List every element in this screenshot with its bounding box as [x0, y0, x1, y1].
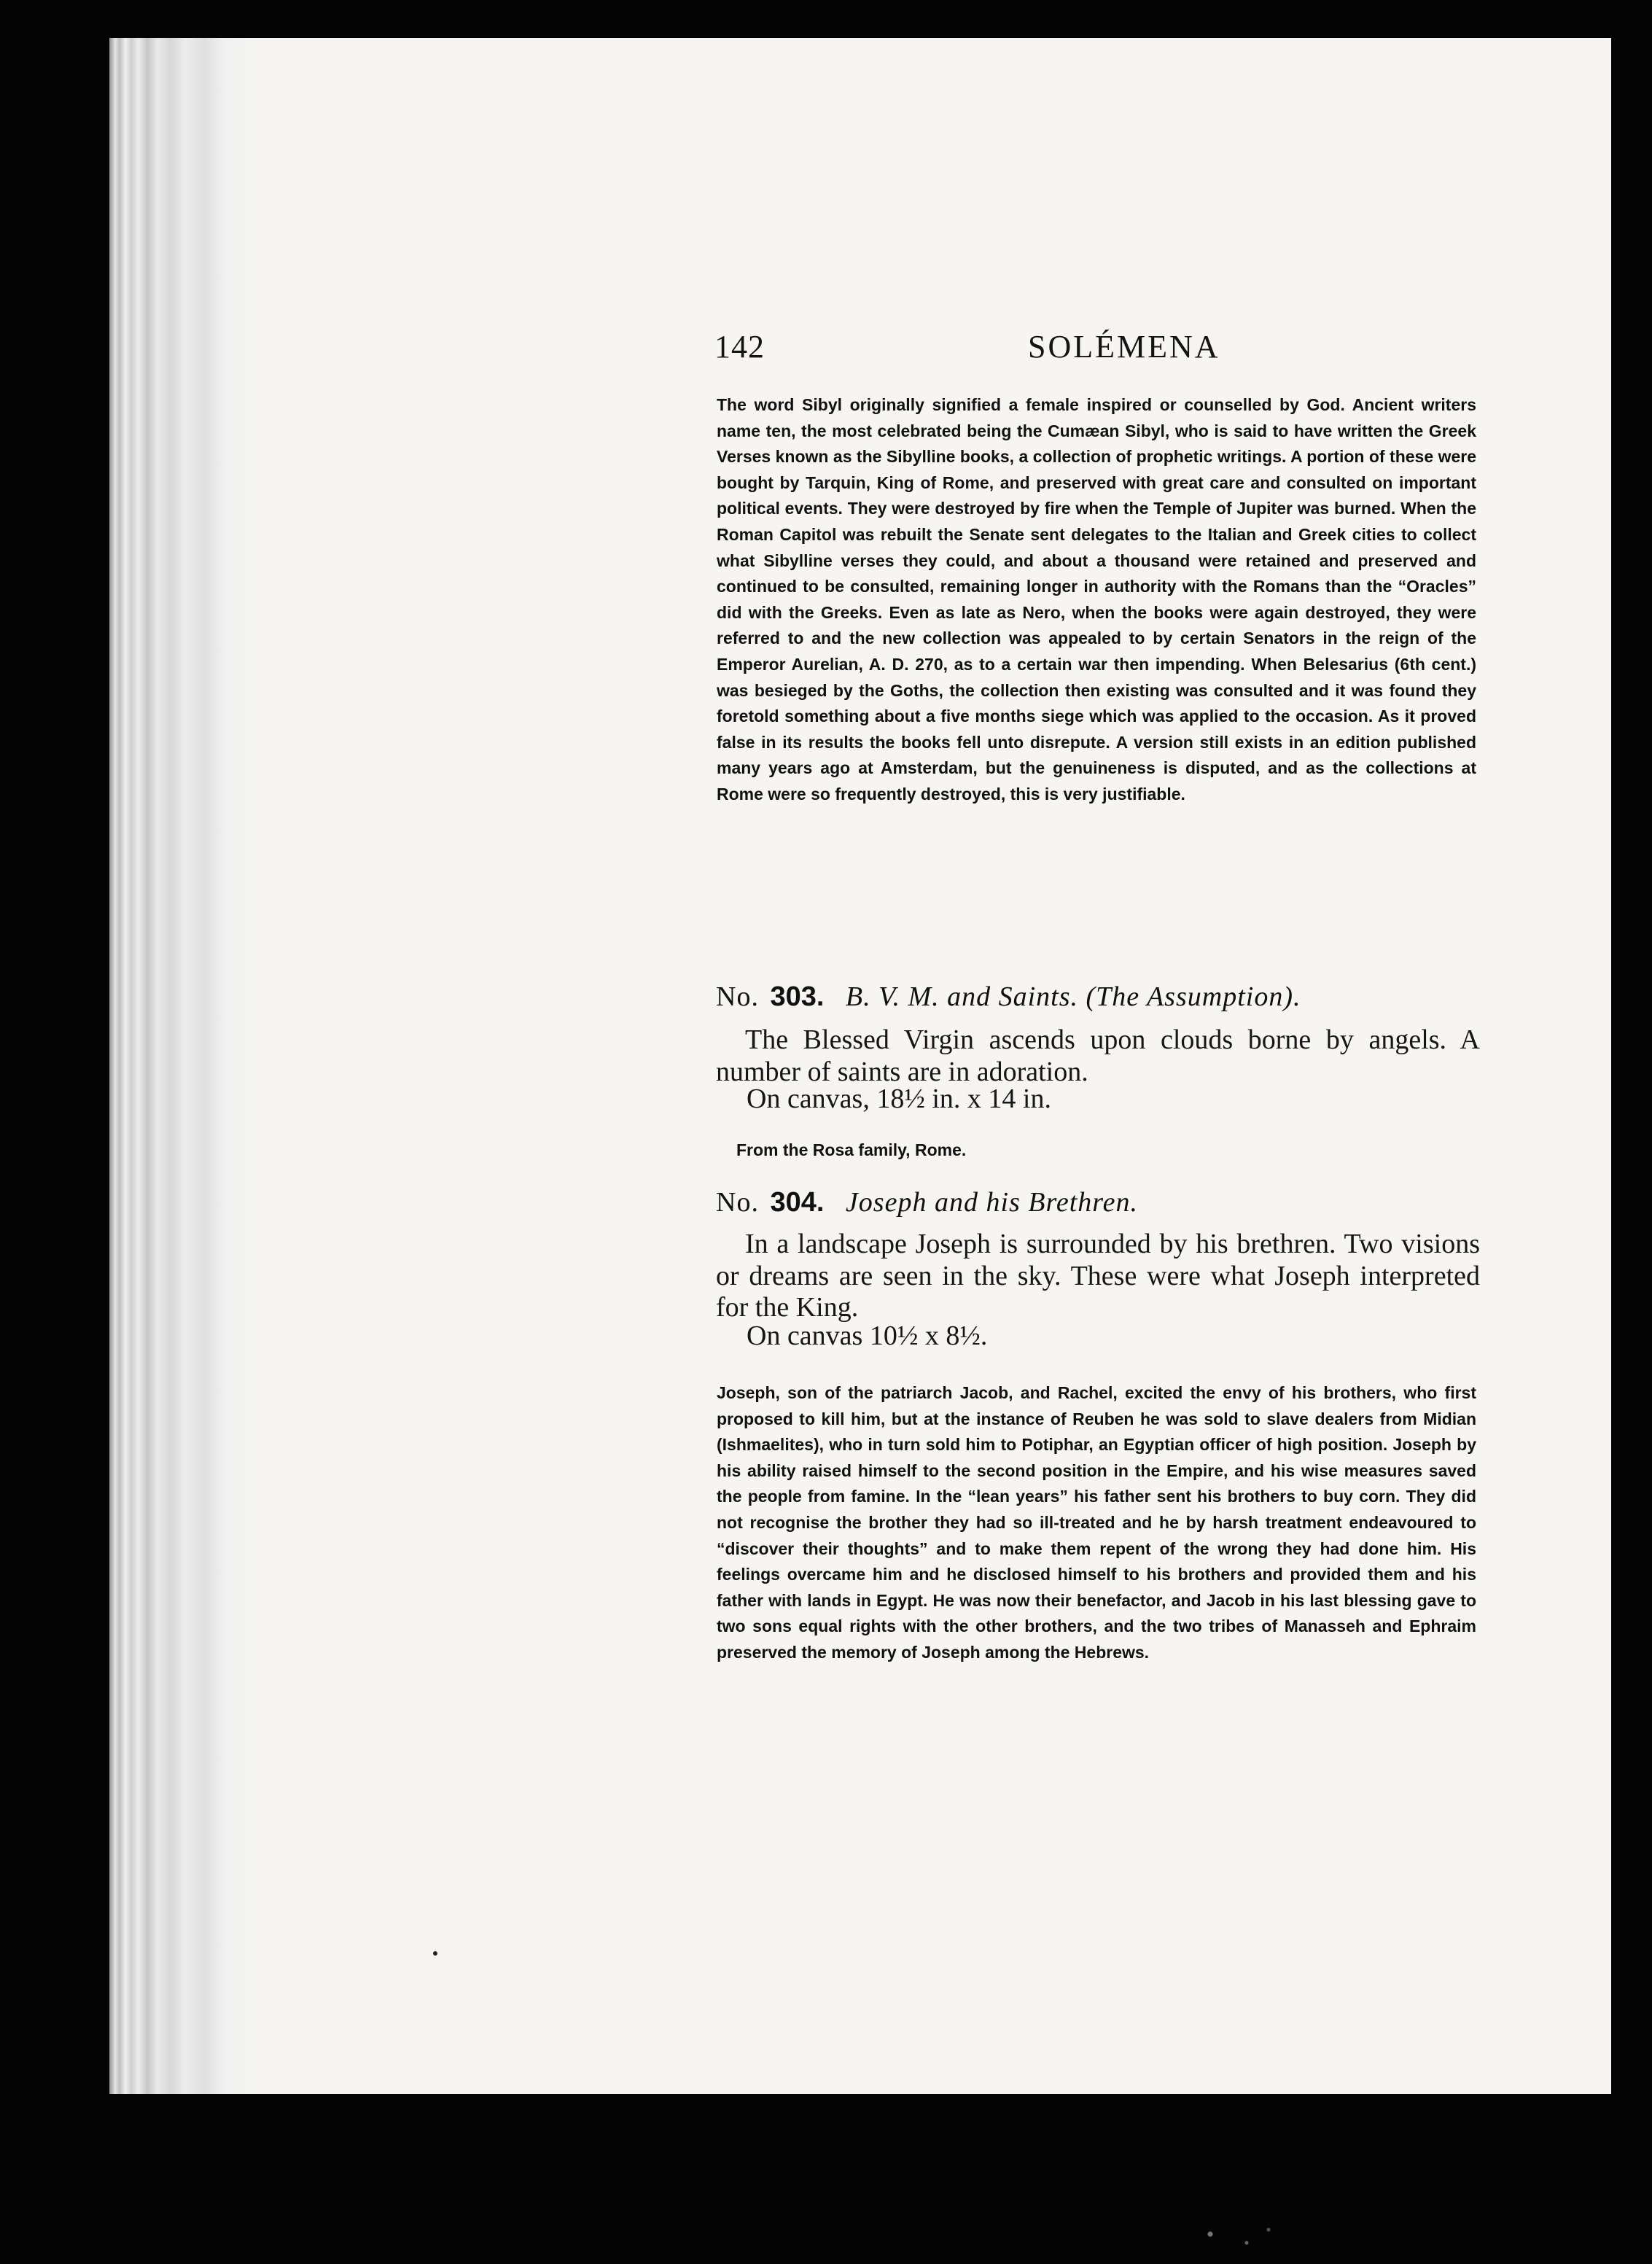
page-header	[714, 328, 1225, 372]
entry-heading-303	[716, 981, 1301, 1013]
entry-dimensions-303: On canvas, 18½ in. x 14 in.	[747, 1084, 1051, 1114]
page-gutter-edge	[109, 38, 270, 2094]
sibyl-footnote: The word Sibyl originally signified a female inspired or counselled by God. Ancient writers name ten, the most celebrated being the Cumæan Sibyl, who is said to have written the Greek Verses known as the Sibylline books, a collection of prophetic writings. A portion of these were bought by Tarquin, King of Rome, and preserved with great care and consulted on important political events. They were destroyed by fire when the Temple of Jupiter was burned. When the Roman Capitol was rebuilt the Senate sent delegates to the Italian and Greek cities to collect what Sibylline verses they could, and about a thousand were retained and preserved and continued to be consulted, remaining longer in authority with the Romans than the “Oracles” did with the Greeks. Even as late as Nero, when the books were again destroyed, they were referred to and the new collection was appealed to by certain Senators in the reign of the Emperor Aurelian, A. D. 270, as to a certain war then impending. When Belesarius (6th cent.) was besieged by the Goths, the collection then existing was consulted and it was found they foretold something about a five months siege which was applied to the occasion. As it proved false in its results the books fell unto disrepute. A version still exists in an edition published many years ago at Amsterdam, but the genuineness is disputed, and as the collections at Rome were so frequently destroyed, this is very justifiable.	[717, 395, 1476, 804]
scan-noise	[1166, 2217, 1312, 2260]
entry-number: 303.	[770, 981, 825, 1012]
entry-dimensions-304: On canvas 10½ x 8½.	[747, 1320, 988, 1351]
joseph-footnote: Joseph, son of the patriarch Jacob, and Rachel, excited the envy of his brothers, who first proposed to kill him, but at the instance of Reuben he was sold to slave dealers from Midian (Ishmaelites), who in turn sold him to Potiphar, an Egyptian officer of high position. Joseph by his ability raised himself to the second position in the Empire, and his wise measures saved the people from famine. In the “lean years” his father sent his brothers to buy corn. They did not recognise the brother they had so ill-treated and he by harsh treatment endeavoured to “discover their thoughts” and to make them repent of the wrong they had done him. His feelings overcame him and he disclosed himself to his brothers and provided them and his father with lands in Egypt. He was now their benefactor, and Jacob in his last blessing gave to two sons equal rights with the other brothers, and the two tribes of Manasseh and Ephraim preserved the memory of Joseph among the Hebrews.	[717, 1383, 1476, 1662]
entry-description-303: The Blessed Virgin ascends upon clouds borne by angels. A number of saints are in adoration.	[716, 1024, 1480, 1087]
entry-title: Joseph and his Brethren.	[845, 1187, 1139, 1218]
entry-no-label: No.	[716, 981, 759, 1012]
entry-description-304: In a landscape Joseph is surrounded by his brethren. Two visions or dreams are seen in the sky. These were what Joseph interpreted for the King.	[716, 1229, 1480, 1323]
entry-provenance-303: From the Rosa family, Rome.	[736, 1140, 967, 1159]
page-number: 142	[714, 329, 765, 365]
running-title: SOLÉMENA	[1028, 329, 1220, 365]
entry-title: B. V. M. and Saints. (The Assumption).	[845, 981, 1301, 1012]
scan-speck	[433, 1951, 437, 1956]
entry-heading-304	[716, 1186, 1138, 1218]
entry-no-label: No.	[716, 1187, 759, 1218]
entry-number: 304.	[770, 1187, 825, 1218]
